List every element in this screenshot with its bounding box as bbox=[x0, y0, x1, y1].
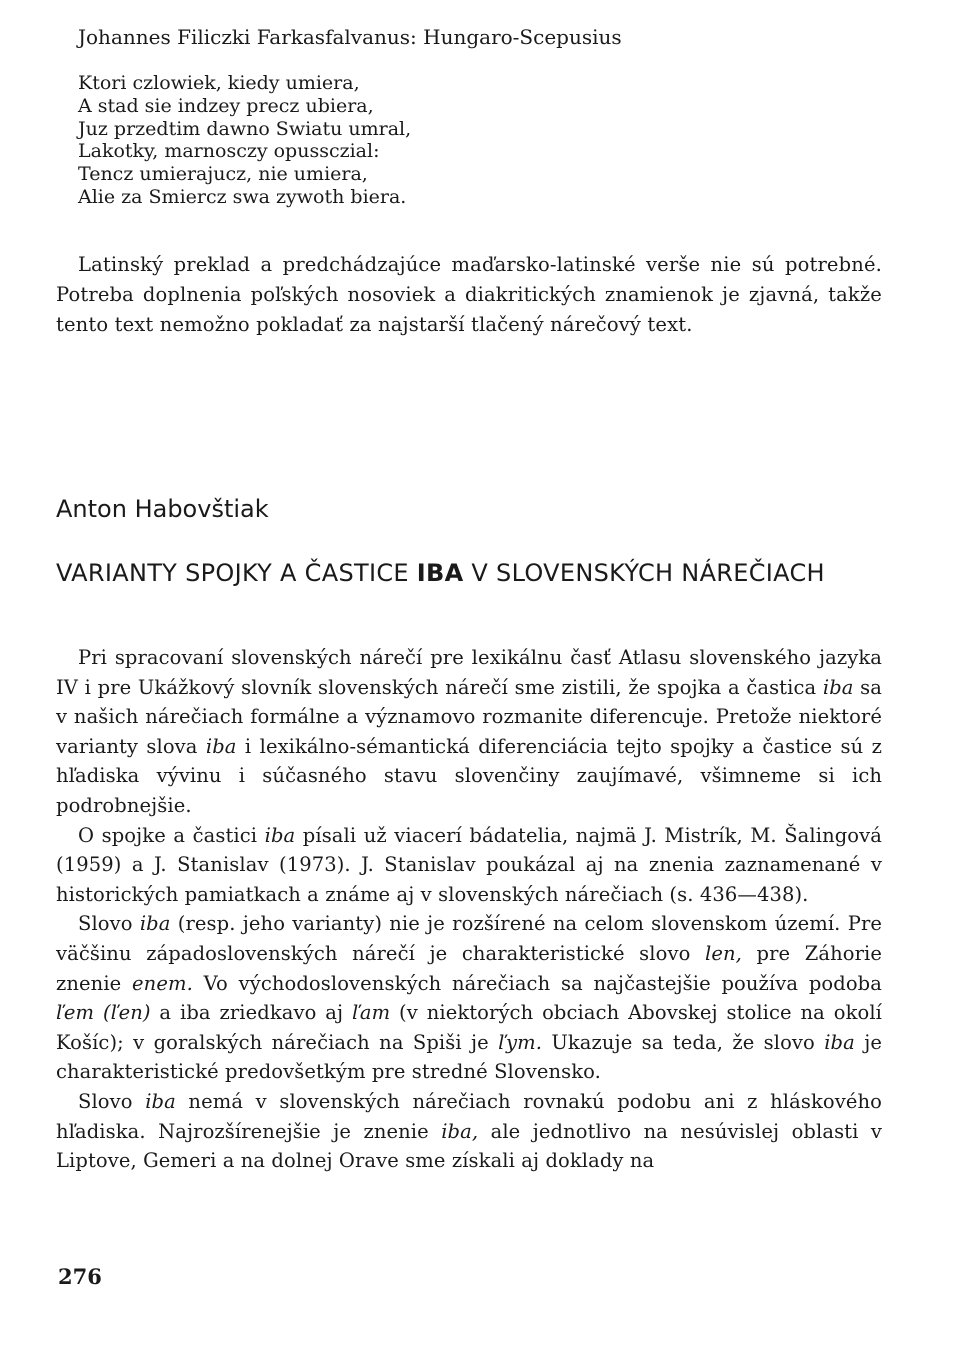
poem-line: Ktori czlowiek, kiedy umiera, bbox=[78, 72, 360, 94]
text-run: a iba zriedkavo aj bbox=[150, 1001, 352, 1025]
italic-term: iba bbox=[822, 675, 854, 699]
italic-term: iba bbox=[264, 823, 296, 847]
text-run: Vo východoslovenských nárečiach sa najčastejšie používa podoba bbox=[192, 971, 882, 995]
text-run: Pri spracovaní slovenských nárečí pre lexikálnu časť Atlasu slovenského jazyka IV i pre Ukážkový slovník slovenských nárečí sme zistili, že spojka a častica bbox=[56, 646, 882, 699]
article-author: Anton Habovštiak bbox=[56, 495, 269, 523]
italic-term: ľem (ľen) bbox=[56, 1001, 151, 1025]
text-run: nemá v slovenských nárečiach rovnakú podobu ani z hláskového hľadiska. Najrozšírenejšie je znenie bbox=[56, 1089, 882, 1143]
text-run: O spojke a častici bbox=[78, 823, 265, 847]
poem bbox=[78, 72, 778, 209]
editorial-note: Latinský preklad a predchádzajúce maďarsko-latinské verše nie sú potrebné. Potreba doplnenia poľských nosoviek a diakritických znamienok je zjavná, takže tento text nemožno pokladať za najstarší tlačený nárečový text. bbox=[56, 253, 882, 336]
poem-line: A stad sie indzey precz ubiera, bbox=[78, 94, 374, 117]
article-title-part: V SLOVENSKÝCH NÁREČIACH bbox=[463, 559, 825, 587]
italic-term: ľam bbox=[351, 1001, 391, 1025]
text-run: sa v našich nárečiach formálne a významovo rozmanite diferencuje. Pretože niektoré varianty slova bbox=[56, 675, 882, 758]
text-run: (v niektorých obciach Abovskej stolice na okolí Košíc); v goralských nárečiach na Spiši je bbox=[56, 1001, 882, 1054]
text-run: Slovo bbox=[78, 912, 140, 936]
text-run: Ukazuje sa teda, že slovo bbox=[542, 1030, 825, 1054]
italic-term: len, bbox=[705, 941, 742, 965]
article-title-keyword: IBA bbox=[416, 559, 464, 587]
page-number: 276 bbox=[58, 1264, 102, 1289]
text-run: Slovo bbox=[78, 1089, 146, 1113]
text-run: i lexikálno-sémantická diferenciácia tejto spojky a častice sú z hľadiska vývinu i súčasného stavu slovenčiny zaujímavé, všimneme si ich podrobnejšie. bbox=[56, 734, 882, 817]
text-run: písali už viacerí bádatelia, najmä J. Mistrík, M. Šalingová (1959) a J. Stanislav (1973). J. Stanislav poukázal aj na znenia zaznamenané v historických pamiatkach a známe aj v slovenských nárečiach (s. 436—438). bbox=[56, 823, 882, 906]
poem-line: Lakotky, marnosczy opussczial: bbox=[78, 140, 380, 163]
body-paragraph bbox=[56, 643, 882, 821]
italic-term: iba bbox=[205, 734, 237, 758]
poem-line: Tencz umierajucz, nie umiera, bbox=[78, 163, 368, 186]
poem-line: Juz przedtim dawno Swiatu umral, bbox=[78, 117, 412, 140]
article-body bbox=[56, 643, 882, 1176]
italic-term: iba bbox=[824, 1030, 855, 1054]
article-title-part: VARIANTY SPOJKY A ČASTICE bbox=[56, 559, 417, 587]
body-paragraph bbox=[56, 821, 882, 910]
body-paragraph bbox=[56, 1087, 882, 1176]
italic-term: iba bbox=[145, 1089, 176, 1113]
text-run: je charakteristické predovšetkým pre stredné Slovensko. bbox=[56, 1030, 882, 1084]
italic-term: iba bbox=[139, 912, 171, 936]
body-paragraph bbox=[56, 909, 882, 1087]
text-run: pre Záhorie znenie bbox=[56, 941, 882, 995]
italic-term: iba, bbox=[441, 1119, 479, 1143]
running-header: Johannes Filiczki Farkasfalvanus: Hungaro-Scepusius bbox=[78, 25, 622, 49]
italic-term: ľym. bbox=[498, 1030, 543, 1054]
italic-term: enem. bbox=[132, 971, 193, 995]
text-run: ale jednotlivo na nesúvislej oblasti v Liptove, Gemeri a na dolnej Orave sme získali aj doklady na bbox=[56, 1119, 882, 1173]
text-run: (resp. jeho varianty) nie je rozšírené na celom slovenskom území. Pre väčšinu západoslovenských nárečí je charakteristické slovo bbox=[56, 912, 883, 965]
article-title bbox=[56, 556, 825, 590]
poem-line: Alie za Smiercz swa zywoth biera. bbox=[78, 185, 407, 208]
